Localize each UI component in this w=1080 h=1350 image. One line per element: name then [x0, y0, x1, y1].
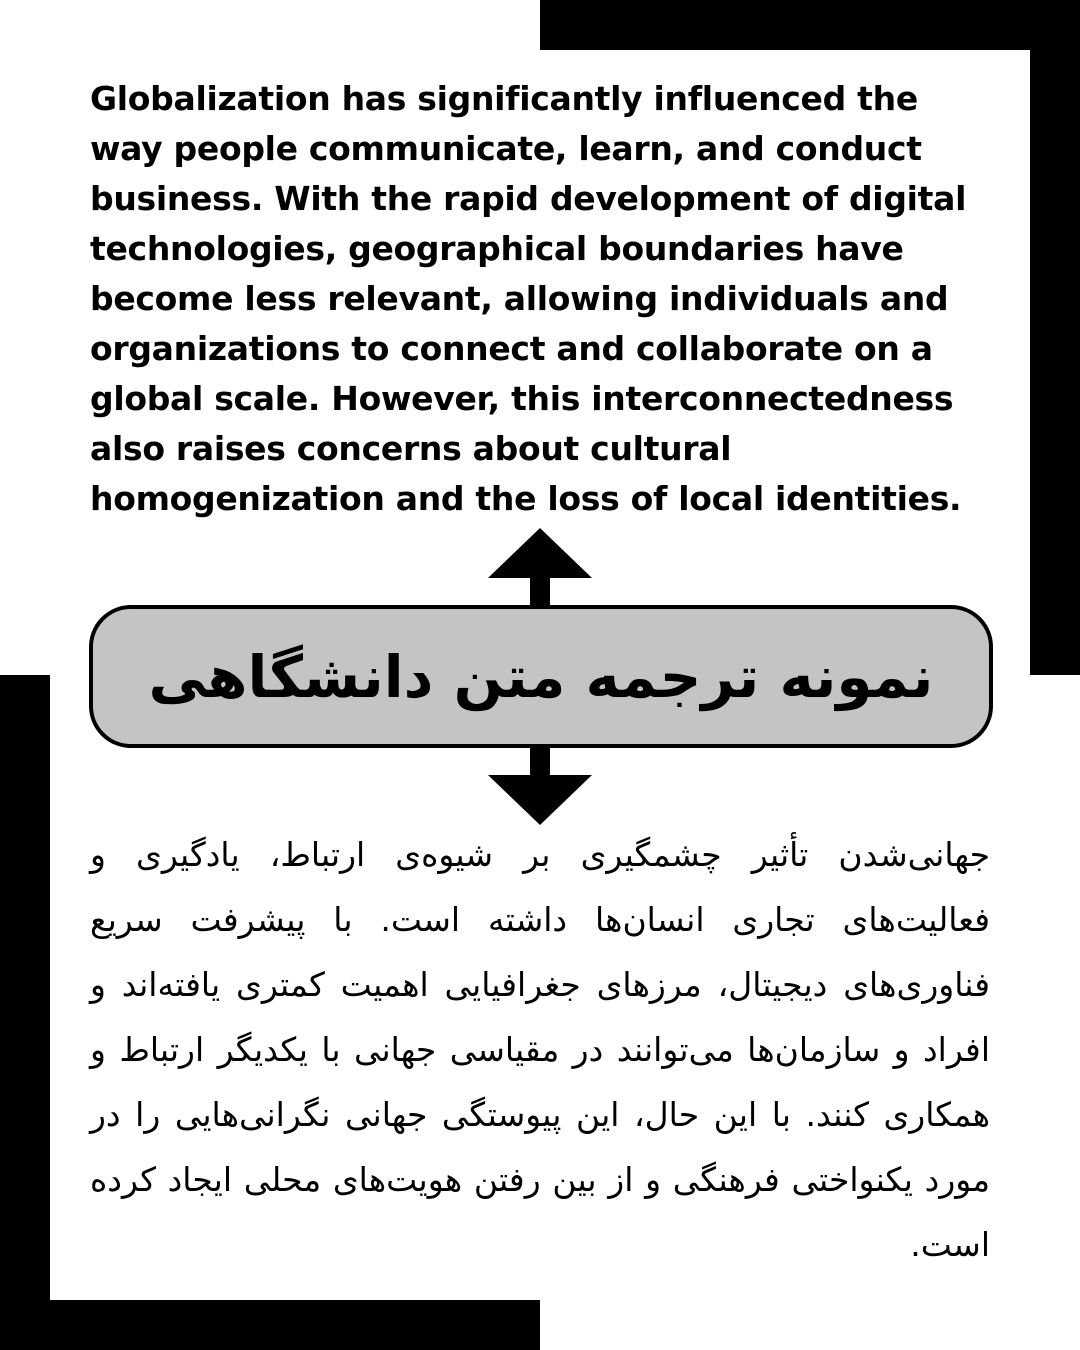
arrow-up-icon — [488, 528, 592, 608]
arrow-down-icon — [488, 745, 592, 825]
title-box — [89, 605, 993, 748]
english-paragraph: Globalization has significantly influenced the way people communicate, learn, and conduct business. With the rapid development of digital technologies, geographical boundaries have become less relevant, allowing individuals and organizations to connect and collaborate on a global scale. However, this interconnectedness also raises concerns about cultural homogenization and the loss of local identities. — [90, 79, 967, 518]
frame-bar-top-right — [540, 0, 1080, 50]
title-text: نمونه ترجمه متن دانشگاهی — [148, 642, 934, 711]
frame-bar-bottom-left — [0, 1300, 540, 1350]
persian-paragraph: جهانی‌شدن تأثیر چشمگیری بر شیوه‌ی ارتباط، یادگیری و فعالیت‌های تجاری انسان‌ها داشته است. با پیشرفت سریع فناوری‌های دیجیتال، مرزهای جغرافیایی اهمیت کمتری یافته‌اند و افراد و سازمان‌ها می‌توانند در مقیاسی جهانی با یکدیگر ارتباط و همکاری کنند. با این حال، این پیوستگی جهانی نگرانی‌هایی را در مورد یکنواختی فرهنگی و از بین رفتن هویت‌های محلی ایجاد کرده است. — [90, 835, 990, 1264]
frame-bar-right — [1030, 0, 1080, 675]
frame-bar-left — [0, 675, 50, 1350]
